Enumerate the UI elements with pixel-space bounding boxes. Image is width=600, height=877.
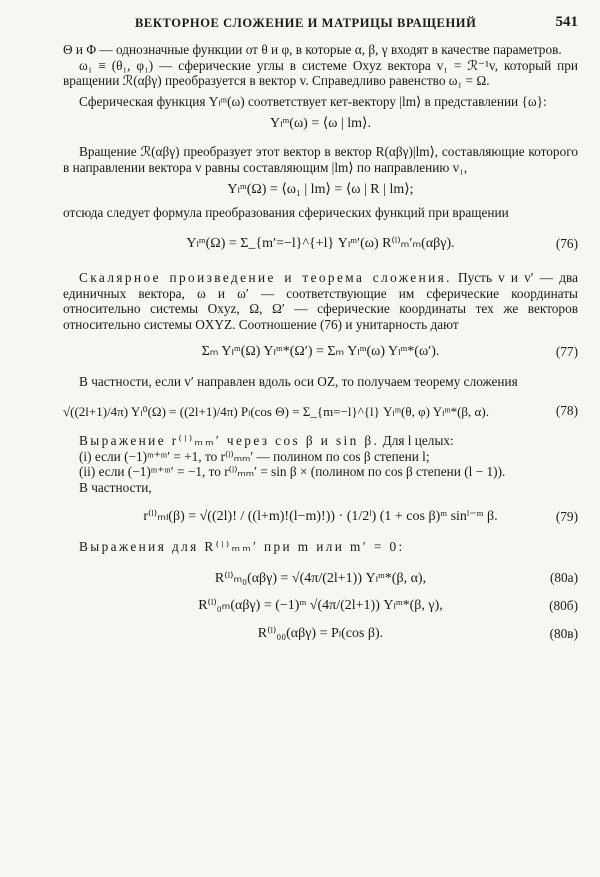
paragraph [63, 433, 578, 449]
equation-number: (80б) [549, 598, 578, 614]
equation-number: (80a) [549, 570, 578, 586]
equation-body: R⁽ˡ⁾₀ₘ(αβγ) = (−1)ᵐ √(4π/(2l+1)) Yₗᵐ*(β, γ), [198, 598, 443, 614]
equation-78 [63, 404, 578, 420]
equation-76 [63, 236, 578, 252]
paragraph: ω₁ ≡ (θ₁, φ₁) — сферические углы в системе Oxyz вектора v₁ = ℛ⁻¹v, который при вращении ℛ(αβγ) преобразуется в вектор v. Справедливо равенство ω₁ = Ω. [63, 57, 578, 89]
paragraph: отсюда следует формула преобразования сферических функций при вращении [63, 204, 509, 220]
section-run-in-heading: Скалярное произведение и теорема сложения. [79, 269, 452, 285]
paragraph-text: Пусть v и v′ — два единичных вектора, ω и ω′ — соответствующие им сферические координаты относительно системы Oxyz, Ω, Ω′ — сферические координаты тех же векторов относительно системы OXYZ. Соотношение (76) и унитарность дают [63, 269, 578, 332]
page-header [0, 14, 600, 36]
paragraph [63, 539, 578, 555]
section-run-in-heading: Выражение r⁽ˡ⁾ₘₘ′ через cos β и sin β. [79, 433, 380, 449]
section-run-in-heading: Выражения для R⁽ˡ⁾ₘₘ′ при m или m′ = 0: [79, 539, 405, 555]
equation-number: (76) [555, 236, 578, 252]
condition-list [63, 449, 578, 480]
paragraph: Сферическая функция Yₗᵐ(ω) соответствует кет-вектору |lm⟩ в представлении {ω}: [79, 93, 547, 109]
page-body [63, 42, 578, 641]
equation [63, 116, 578, 132]
equation-body: Yₗᵐ(Ω) = Σ_{m′=−l}^{+l} Yₗᵐ′(ω) R⁽ˡ⁾ₘ′ₘ(αβγ). [186, 236, 455, 252]
equation-number: (77) [555, 344, 578, 360]
equation [63, 182, 578, 198]
equation-79 [63, 509, 578, 525]
equation-body: r⁽ˡ⁾ₘₗ(β) = √((2l)! / ((l+m)!(l−m)!)) · (1/2ˡ) (1 + cos β)ᵐ sinˡ⁻ᵐ β. [143, 509, 498, 525]
equation-number: (78) [555, 403, 578, 419]
list-item: (i) если (−1)ᵐ⁺ᵐ′ = +1, то r⁽ˡ⁾ₘₘ′ — полином по cos β степени l; [79, 448, 430, 464]
equation-number: (79) [555, 509, 578, 525]
equation-80b [63, 598, 578, 614]
paragraph: В частности, если v′ направлен вдоль оси OZ, то получаем теорему сложения [79, 373, 518, 389]
paragraph: Вращение ℛ(αβγ) преобразует этот вектор в вектор R(αβγ)|lm⟩, составляющие которого в направлении вектора v равны составляющим |lm⟩ по направлению v₁, [63, 143, 578, 175]
equation-80v [63, 626, 578, 642]
paragraph: Θ и Φ — однозначные функции от θ и φ, в которые α, β, γ входят в качестве параметров. [63, 42, 562, 57]
paragraph [63, 270, 578, 332]
paragraph-text: Для l целых: [379, 433, 454, 449]
equation-body: R⁽ˡ⁾₀₀(αβγ) = Pₗ(cos β). [257, 625, 384, 641]
equation-body: Yₗᵐ(Ω) = ⟨ω₁ | lm⟩ = ⟨ω | R | lm⟩; [227, 182, 414, 198]
equation-body: Σₘ Yₗᵐ(Ω) Yₗᵐ*(Ω′) = Σₘ Yₗᵐ(ω) Yₗᵐ*(ω′). [201, 344, 440, 360]
page-number: 541 [555, 14, 578, 30]
list-item: (ii) если (−1)ᵐ⁺ᵐ′ = −1, то r⁽ˡ⁾ₘₘ′ = sin β × (полином по cos β степени (l − 1)). [79, 464, 506, 480]
paragraph: В частности, [79, 479, 152, 495]
equation-number: (80в) [549, 625, 578, 641]
equation-body: Yₗᵐ(ω) = ⟨ω | lm⟩. [270, 116, 371, 132]
equation-body: √((2l+1)/4π) Yₗ⁰(Ω) = ((2l+1)/4π) Pₗ(cos Θ) = Σ_{m=−l}^{l} Yₗᵐ(θ, φ) Yₗᵐ*(β, α). [63, 403, 489, 419]
equation-body: R⁽ˡ⁾ₘ₀(αβγ) = √(4π/(2l+1)) Yₗᵐ*(β, α), [214, 570, 427, 586]
equation-80a [63, 571, 578, 587]
equation-77 [63, 344, 578, 360]
running-head: ВЕКТОРНОЕ СЛОЖЕНИЕ И МАТРИЦЫ ВРАЩЕНИЙ [135, 16, 477, 30]
